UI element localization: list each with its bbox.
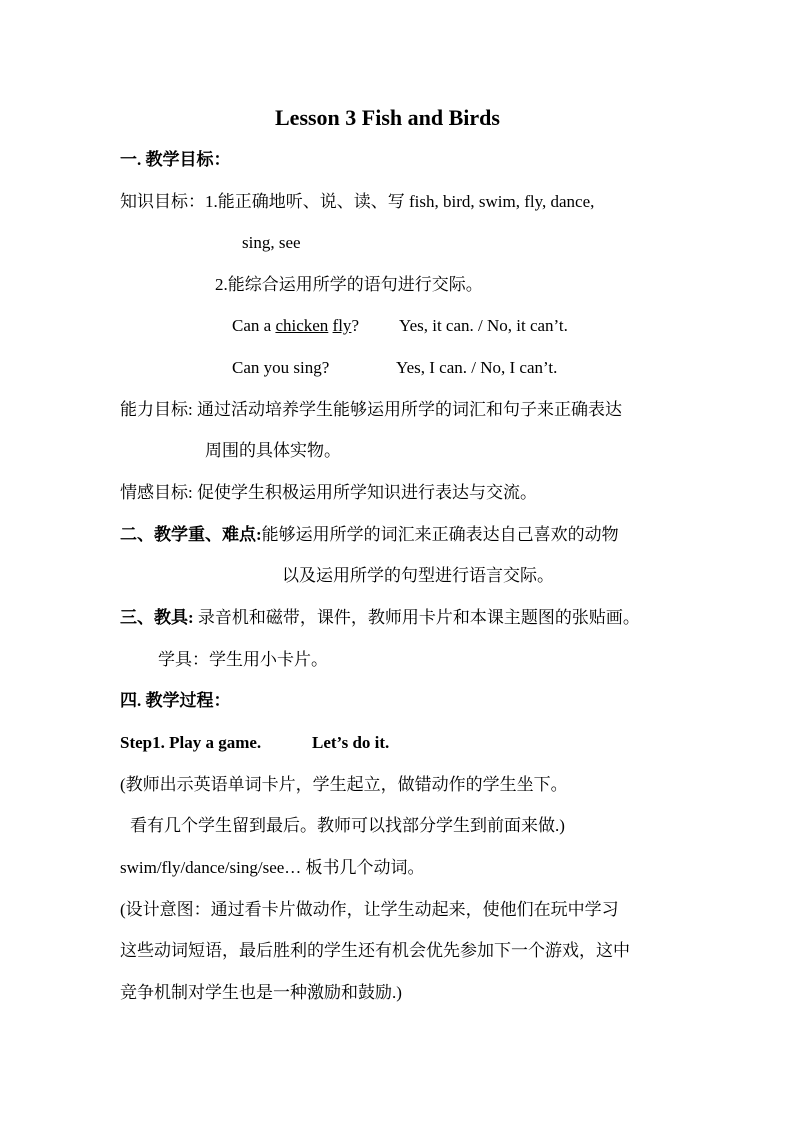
keypoints-line1: 能够运用所学的词汇来正确表达自己喜欢的动物 (261, 525, 619, 544)
knowledge-item2: 2.能综合运用所学的语句进行交际。 (215, 275, 483, 294)
design-line1: (设计意图：通过看卡片做动作，让学生动起来，使他们在玩中学习 (120, 900, 619, 919)
dialogue-2-answer: Yes, I can. / No, I can’t. (396, 358, 558, 377)
keypoints-line2: 以及运用所学的句型进行语言交际。 (282, 566, 554, 585)
ability-objective (120, 400, 622, 420)
knowledge-item1-line2: sing, see (242, 233, 301, 252)
dialogue-1-answer: Yes, it can. / No, it can’t. (399, 316, 568, 335)
knowledge-item1-line1: 1.能正确地听、说、读、写 fish, bird, swim, fly, dance, (205, 192, 595, 211)
step1-line3: swim/fly/dance/sing/see… 板书几个动词。 (120, 858, 425, 877)
tools-text: 录音机和磁带，课件，教师用卡片和本课主题图的张贴画。 (197, 608, 640, 627)
dialogue-1-word-chicken: chicken (275, 316, 329, 335)
step1-line2: 看有几个学生留到最后。教师可以找部分学生到前面来做.) (130, 816, 565, 835)
step1-title: Step1. Play a game. (120, 733, 262, 752)
tools (120, 608, 640, 628)
ability-line1: 通过活动培养学生能够运用所学的词汇和句子来正确表达 (196, 400, 622, 419)
design-line3: 竞争机制对学生也是一种激励和鼓励.) (120, 983, 402, 1002)
keypoints-heading: 二、教学重、难点: (120, 525, 262, 544)
knowledge-objective (120, 192, 594, 212)
step1-line1: (教师出示英语单词卡片，学生起立，做错动作的学生坐下。 (120, 775, 568, 794)
knowledge-label: 知识目标： (120, 192, 205, 211)
design-line2: 这些动词短语，最后胜利的学生还有机会优先参加下一个游戏，这中 (120, 941, 630, 960)
emotion-objective (120, 483, 537, 503)
keypoints (120, 525, 619, 545)
ability-line2: 周围的具体实物。 (205, 441, 341, 460)
emotion-label: 情感目标: (120, 483, 193, 502)
page-title: Lesson 3 Fish and Birds (275, 105, 500, 130)
ability-label: 能力目标: (120, 400, 193, 419)
emotion-text: 促使学生积极运用所学知识进行表达与交流。 (196, 483, 537, 502)
tools-heading: 三、教具: (120, 608, 194, 627)
dialogue-1 (232, 316, 359, 336)
dialogue-1-prefix: Can a (232, 316, 276, 335)
step1-subtitle: Let’s do it. (312, 733, 390, 752)
dialogue-1-word-fly: fly (332, 316, 352, 335)
dialogue-2-question: Can you sing? (232, 358, 330, 377)
student-tools: 学具：学生用小卡片。 (158, 650, 328, 669)
dialogue-1-suffix: ? (351, 316, 359, 335)
process-heading: 四. 教学过程： (120, 691, 231, 710)
objectives-heading: 一. 教学目标： (120, 150, 231, 169)
